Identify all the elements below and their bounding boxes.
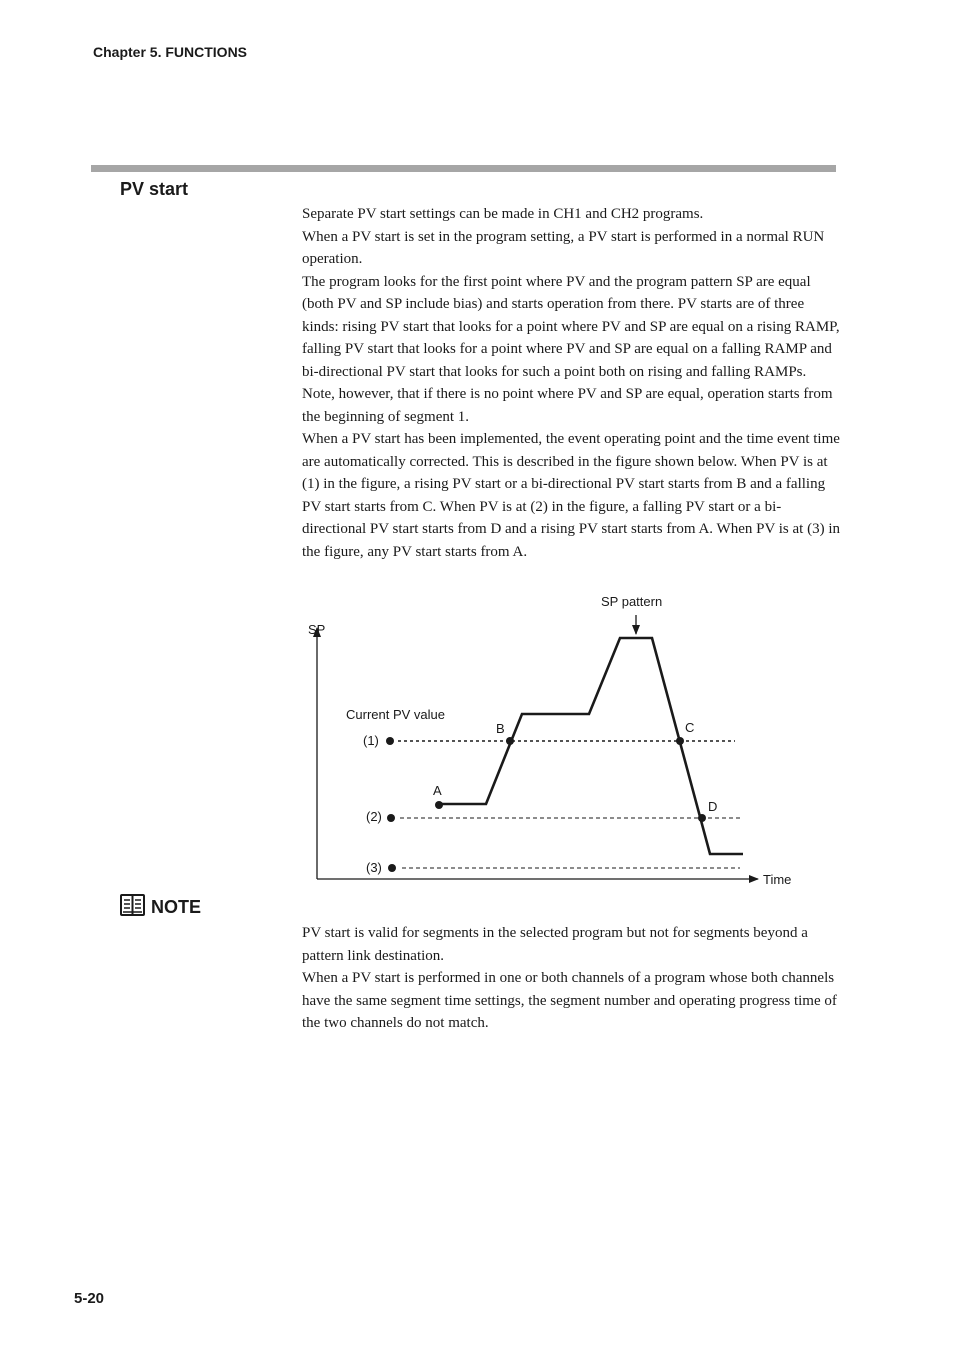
paragraph: Note, however, that if there is no point where PV and SP are equal, operation starts from the beginning of segment 1. — [302, 386, 833, 425]
paragraph: Separate PV start settings can be made in CH1 and CH2 programs. — [302, 206, 704, 222]
pv-start-diagram — [300, 588, 792, 890]
point-b-marker — [506, 737, 514, 745]
sp-pattern-line — [438, 638, 743, 854]
book-icon — [120, 893, 145, 922]
point-c-label: C — [685, 720, 695, 735]
note-paragraph: When a PV start is performed in one or both channels of a program whose both channels have the same segment time settings, the segment number and operating progress time of the two channels do not match. — [302, 970, 837, 1031]
level-1-label: (1) — [363, 733, 379, 748]
point-a-marker — [435, 801, 443, 809]
level-2-marker — [387, 814, 395, 822]
diagram-canvas — [300, 588, 792, 890]
section-body — [302, 203, 840, 563]
point-c-marker — [676, 737, 684, 745]
note-label: NOTE — [151, 896, 202, 917]
section-divider — [91, 165, 836, 172]
level-3-marker — [388, 864, 396, 872]
pv-heading: Current PV value — [346, 707, 445, 722]
page-number: 5-20 — [74, 1290, 105, 1307]
point-b-label: B — [496, 721, 505, 736]
section-title: PV start — [120, 179, 189, 199]
sp-pattern-label: SP pattern — [601, 594, 663, 609]
y-axis-label: SP — [308, 622, 326, 637]
note-heading — [120, 894, 201, 920]
x-axis-label: Time — [763, 872, 792, 887]
level-2-label: (2) — [366, 809, 382, 824]
point-d-marker — [698, 814, 706, 822]
point-d-label: D — [708, 799, 718, 814]
level-1-marker — [386, 737, 394, 745]
paragraph: When a PV start has been implemented, the event operating point and the time event time are automatically corrected. This is described in the figure shown below. When PV is at (1) in the figure, a rising PV start or a bi-directional PV start starts from B and a falling PV start starts from C. When PV is at (2) in the figure, a falling PV start or a bi-directional PV start starts from D and a rising PV start starts from A. When PV is at (3) in the figure, any PV start starts from A. — [302, 431, 840, 560]
level-3-label: (3) — [366, 860, 382, 875]
paragraph: When a PV start is set in the program setting, a PV start is performed in a normal RUN operation. — [302, 228, 825, 267]
chapter-header: Chapter 5. FUNCTIONS — [93, 44, 248, 60]
paragraph: The program looks for the first point where PV and the program pattern SP are equal (both PV and SP include bias) and starts operation from there. PV starts are of three kinds: rising PV start that looks for a point where PV and SP are equal on a rising RAMP, falling PV start that looks for a point where PV and SP are equal on a falling RAMP and bi-directional PV start that looks for such a point both on rising and falling RAMPs. — [302, 273, 840, 380]
note-paragraph: PV start is valid for segments in the selected program but not for segments beyond a pattern link destination. — [302, 925, 808, 964]
note-body — [302, 922, 840, 1035]
point-a-label: A — [433, 783, 442, 798]
